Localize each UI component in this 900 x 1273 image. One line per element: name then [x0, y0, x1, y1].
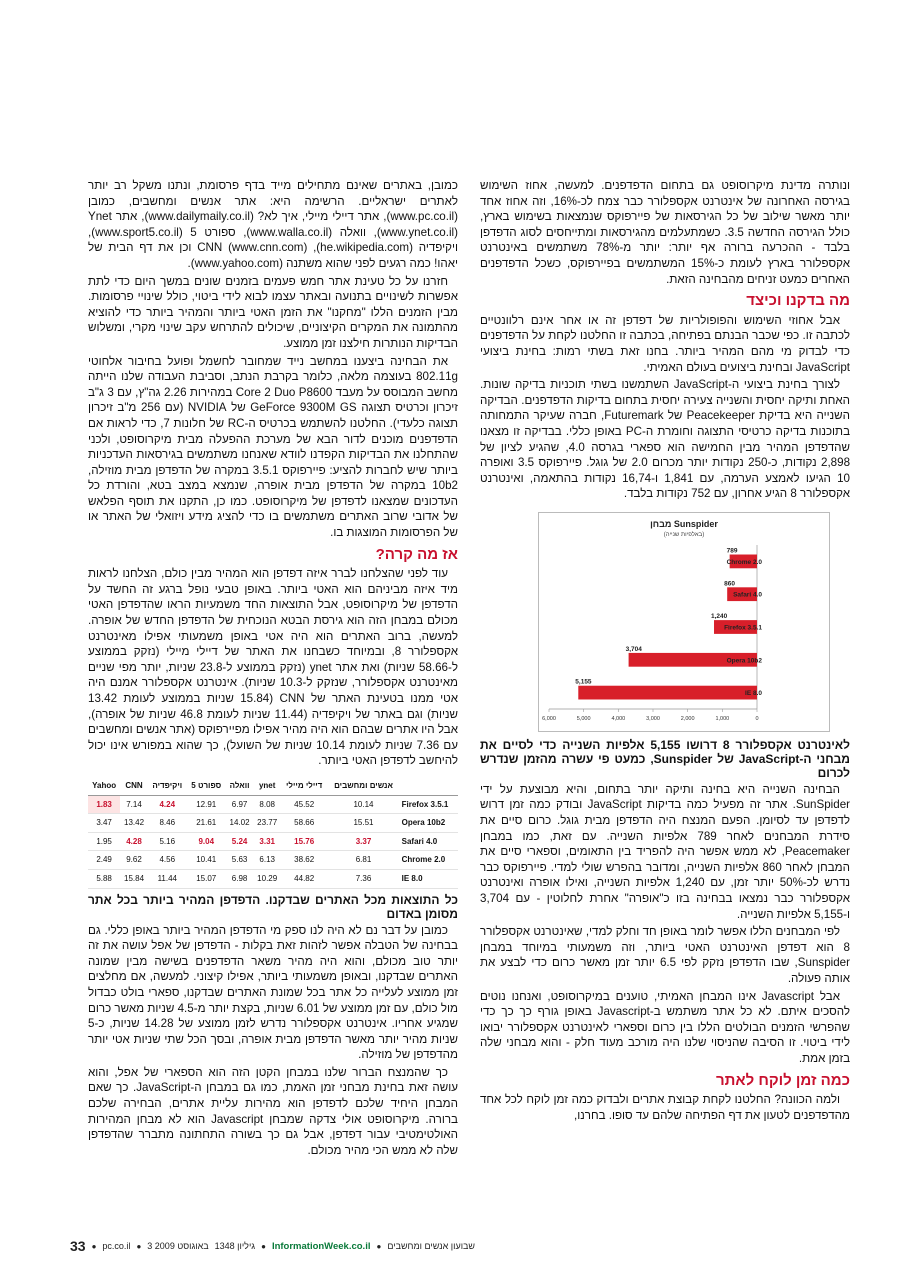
table-cell: 38.62	[281, 851, 327, 870]
table-cell: 15.84	[120, 869, 148, 888]
paragraph: את הבחינה ביצענו במחשב נייד שמחובר לחשמל ופועל בחיבור אלחוטי 802.11g בעוצמה מלאה, כלומר בקרבת הנתב, וסביבת העבודה שלנו הייתה מחשב המבוסס על מעבד Core 2 Duo P8600 במהירות 2.26 גה"ץ, עם 3 ג"ב זיכרון וכרטיס תצוגה GeForce 9300M GS של NVIDIA (עם 256 מ"ב זיכרון תצוגה כלעדי). החלטנו להשתמש בכרטיס ה-RC של חלונות 7, כדי לראות אם הדפדפנים מוכנים לדור הבא של מערכת ההפעלה מבית מיקרוסופט, ולכני שהתחלנו את הבדיקות הקפדנו לוודא שאנחנו משתמשים בגירסאות העדכניות ביותר שיש לחברות להציע: פיירפוקס 3.5.1 במקרה של הדפדפן מבית מוזילה, 10b2 במקרה של הדפדפן מבית אופרה, שנמצא במצב בטא, והורדת כל העדכונים שמצאנו לדפדפן של מיקרוסופט. כמו כן, התקנו את תוסף הפלאש של אדובי שרוב האתרים משתמשים בו כדי להציג מידע ויזואלי של האתר או של הפרסומות המוצגות בו.	[88, 354, 458, 540]
category-label: IE 8.0	[745, 689, 762, 697]
sunspider-chart-svg	[539, 513, 829, 731]
results-table	[88, 777, 458, 889]
table-cell: 6.13	[253, 851, 281, 870]
table-cell: 5.16	[148, 832, 187, 851]
category-label: Safari 4.0	[733, 591, 762, 599]
table-cell: 23.77	[253, 814, 281, 833]
x-tick-label: 1,000	[715, 715, 730, 722]
table-cell: 10.29	[253, 869, 281, 888]
section-heading: כמה זמן לוקח לאתר	[715, 1071, 850, 1089]
table-cell: 9.04	[187, 832, 226, 851]
sunspider-chart	[538, 512, 830, 732]
table-column-header: ספורט 5	[187, 777, 226, 795]
table-cell: 15.07	[187, 869, 226, 888]
paragraph: ונותרה מדינת מיקרוסופט גם בתחום הדפדפנים. למעשה, אחוז השימוש בגירסה האחרונה של אינטרנט אקספלורר כבר צמח לכ-16%, וזה אחוז אחד יותר מאשר שילוב של כל הגירסאות של פיירפוקס שנמצאות בשימוש בארץ, כולל הגירסה החדשה 3.5. כשמתעלמים מהגירסאות ומתייחסים לסוג הדפדפן בלבד - ההכרעה ברורה אף יותר: יותר מ-78% משתמשים באינטרנט אקספלורר בארץ לעומת כ-15% המשתמשים בפיירפוקס, כשכל הדפדפנים האחרים כמעט זניחים מהבחינה הזאת.	[480, 179, 850, 286]
table-cell: 1.83	[88, 795, 120, 814]
paragraph: עוד לפני שהצלחנו לברר איזה דפדפן הוא המהיר מבין כולם, הצלחנו לראות מיד איזה מביניהם הוא האטי ביותר. באופן טבעי נופל ברגע זה החשד על הדפדפן של מיקרוסופט, אבל התוצאות החד משמעיות הראו שהדפדפן האטי מכולם במבחן הזה הוא גירסת הבטא הנוכחית של הדפדפן החדש של אופרה. למעשה, ברוב האתרים הוא היה אטי באופן משמעותי אפילו מאינטרנט אקספלורר 8, ובמיוחד כשבחנו את האתר של דיילי מיילי (נזקק בממוצע ל-58.66 שניות) ואת אתר ynet (נזקק בממוצע ל-23.8 שניות, יותר מפי שניים מאינטרנט אקספלורר, שנזקק ל-10.3 שניות). אינטרנט אקספלורר אמנם היה אטי ממנו בטעינת האתר של CNN (15.84 שניות בממוצע לעומת 13.42 שניות) וגם באתר של ויקיפדיה (11.44 שניות לעומת 46.8 שניות של אופרה), אבל היו אתרים שבהם הוא היה מהיר אפילו מפיירפוקס (אתר אנשים ומחשבים עם 7.36 שניות לעומת 10.14 שניות של השועל), כך שהוא במפורש אינו יכול להיחשב לדפדפן האטי ביותר.	[88, 567, 458, 768]
table-cell: 8.46	[148, 814, 187, 833]
table-cell: 12.91	[187, 795, 226, 814]
footer-date: 3 באוגוסט 2009	[147, 1241, 209, 1251]
paragraph: כמובן על דבר נם לא היה לנו ספק מי הדפדפן המהיר ביותר באופן כללי. גם בבחינה של הטבלה אפשר לזהות זאת בקלות - הדפדפן של אפל עושה את זה יותר טוב מכולם, והוא היה מהיר משאר הדפדפנים בשישה מבין שמונה האתרים שבדקנו, ובאופן משמעותי ביותר, אפילו קיצוני. למעשה, אם מחלצים זמן ממוצע לעלייה כל אתר בכל שמונת האתרים שבדקנו, ספארי בולט כבדול מול כולם, עם זמן ממוצע של 6.01 שניות, בקצת יותר מ-4.5 שניות מאשר כרום שמגיע אחריו. אינטרנט אקספלורר נדרש לזמן ממוצע של 14.28 שניות, כ-5 שניות מהיר יותר מאשר הדפדפן מבית אופרה, ובסך הכל שתי שניות אטי יותר מהדפדפן של מוזילה.	[88, 923, 458, 1062]
article-column-right	[480, 178, 850, 1125]
table-column-header: ynet	[253, 777, 281, 795]
footer-publication: שבועון אנשים ומחשבים	[387, 1241, 475, 1251]
table-cell: 15.76	[281, 832, 327, 851]
data-label: 860	[724, 580, 736, 588]
article-column-left	[88, 178, 458, 1160]
bullet-icon: ●	[261, 1241, 266, 1251]
table-column-header: ויקיפדיה	[148, 777, 187, 795]
section-heading: מה בדקנו וכיצד	[746, 292, 850, 310]
paragraph: ולמה הכוונה? החלטנו לקחת קבוצת אתרים ולבדוק כמה זמן לוקח לכל אחד מהדפדפנים לטעון את דף הפתיחה שלהם עד סופו. בחרנו,	[480, 1093, 850, 1122]
bullet-icon: ●	[376, 1241, 382, 1251]
chart-bar	[578, 686, 757, 700]
data-label: 1,240	[711, 612, 728, 620]
table-row-browser: Safari 4.0	[400, 832, 458, 851]
x-tick-label: 0	[755, 715, 759, 722]
table-cell: 4.24	[148, 795, 187, 814]
category-label: Firefox 3.5.1	[724, 624, 762, 632]
table-cell: 15.51	[327, 814, 399, 833]
table-cell: 7.14	[120, 795, 148, 814]
table-column-header: CNN	[120, 777, 148, 795]
results-table-wrapper	[88, 777, 458, 889]
bullet-icon: ●	[136, 1241, 142, 1251]
table-cell: 45.52	[281, 795, 327, 814]
x-tick-label: 2,000	[680, 715, 695, 722]
table-cell: 3.31	[253, 832, 281, 851]
table-row	[88, 832, 458, 851]
table-row-browser: Chrome 2.0	[400, 851, 458, 870]
table-cell: 14.02	[226, 814, 254, 833]
data-label: 3,704	[625, 645, 642, 653]
footer-issue: גיליון 1348	[214, 1241, 256, 1251]
table-cell: 5.63	[226, 851, 254, 870]
table-column-header	[400, 777, 458, 795]
chart-title: Sunspider מבחן	[650, 518, 718, 529]
table-cell: 4.28	[120, 832, 148, 851]
x-tick-label: 4,000	[611, 715, 626, 722]
paragraph: לצורך בחינת ביצועי ה-JavaScript השתמשנו בשתי תוכניות בדיקה שונות. האחת ותיקה יחסית והשנייה צעירה יחסית בתחום בדיקות הדפדפנים. הבדיקה השנייה היא בדיקת Peacekeeper של Futuremark, חברה שעיקר התמחותה בתוכנות בדיקה כרטיסי התצוגה וחומרת ה-PC באופן כללי. בבדיקה זו מצאנו שהדפדפן המהיר מבין החמישה הוא ספארי בגרסה 4.0, שהגיע לציון של 2,898 נקודות, כ-250 נקודות יותר מכרום 2.0 של גוגל. פיירפוקס 3.5 ואופרה 10 הגיעו לאמצע הערמה, עם 1,841 ו-16,74 נקודות בהתאמה, ואינטרנט אקספלורר 8 הגיע אחרון, עם 752 נקודות בלבד.	[480, 378, 851, 501]
table-cell: 7.36	[327, 869, 399, 888]
data-label: 5,155	[575, 678, 592, 686]
paragraph: כמובן, באתרים שאינם מתחילים מייד בדף פרסומת, ונתנו משקל רב יותר לאתרים ישראליים. הרשימה היא: אתר אנשים ומחשבים, כמובן (www.pc.co.il), אתר דיילי מיילי, איך לא? (www.dailymaily.co.il), אתר Ynet (www.ynet.co.il), וואלה (www.walla.co.il), ספורט 5 (www.sport5.co.il), ויקיפדיה (he.wikipedia.com), CNN (www.cnn.com) וכן את דף הבית של יאהו! כמה רגעים לפני שהוא משתנה (www.yahoo.com).	[88, 179, 458, 270]
section-heading: אז מה קרה?	[375, 545, 458, 563]
table-cell: 21.61	[187, 814, 226, 833]
table-row-browser: Opera 10b2	[400, 814, 458, 833]
table-column-header: דיילי מיילי	[281, 777, 327, 795]
table-row	[88, 869, 458, 888]
table-column-header: אנשים ומחשבים	[327, 777, 399, 795]
table-cell: 5.88	[88, 869, 120, 888]
table-cell: 9.62	[120, 851, 148, 870]
table-column-header: Yahoo	[88, 777, 120, 795]
table-row	[88, 814, 458, 833]
table-cell: 58.66	[281, 814, 327, 833]
table-column-header: וואלה	[226, 777, 254, 795]
footer-site: pc.co.il	[102, 1241, 131, 1251]
table-cell: 3.37	[327, 832, 399, 851]
x-tick-label: 3,000	[646, 715, 660, 722]
table-row	[88, 851, 458, 870]
category-label: Opera 10b2	[726, 657, 762, 665]
footer-brand: InformationWeek.co.il	[271, 1240, 371, 1252]
table-cell: 3.47	[88, 814, 120, 833]
table-cell: 44.82	[281, 869, 327, 888]
table-row-browser: Firefox 3.5.1	[400, 795, 458, 814]
table-caption: כל התוצאות מכל האתרים שבדקנו. הדפדפן המהיר ביותר בכל אתר מסומן באדום	[88, 892, 458, 921]
paragraph: אבל Javascript אינו המבחן האמיתי, טוענים במיקרוסופט, ואנחנו נוטים להסכים איתם. לא כל אתר משתמש ב-Javascript באופן גורף כך כך כדי שהפרשי הזמנים הבולטים הללו בין כרום וספארי לאינטרנט אקספלורר יבואו לידי ביטוי. זו הסיבה שהניסוי שלנו היה מורכב מעוד חלק - והוא מבחני שלה בזמן אמת.	[480, 989, 850, 1065]
table-cell: 1.95	[88, 832, 120, 851]
category-label: Chrome 2.0	[726, 558, 762, 566]
table-cell: 10.14	[327, 795, 399, 814]
table-cell: 13.42	[120, 814, 148, 833]
table-row-browser: IE 8.0	[400, 869, 458, 888]
paragraph: אבל אחוזי השימוש והפופולריות של דפדפן זה או אחר אינם רלוונטיים לכתבה זו. כפי שכבר הבנתם בפתיחה, בכתבה זו החלטנו לקחת על הדפדפנים כדי לבדוק מי מהם המהיר ביותר. בחנו זאת בשתי רמות: בחינת ביצועי JavaScript ובחינת ביצועים בעולם האמיתי.	[480, 313, 850, 374]
paragraph: הבחינה השנייה היא בחינה ותיקה יותר בתחום, והיא מבוצעת על ידי SunSpider. אתר זה מפעיל כמה בדיקות JavaScript ובודק כמה זמן דרוש לדפדפן עד לסיומן. הפעם המנצח היה הדפדפן מבית גוגל. כרום סיים את סידרת המבחנים לאחר 789 אלפיות השנייה. עם זאת, כמו במבחן Peacemaker, לא ממש אפשר היה להפריד בין התאומים, וספארי סיים את המבחן לאחר 860 אלפיות השנייה, ומדובר בהפרש שולי למדי. פיירפוקס כבר נדרש לכ-50% יותר זמן, עם 1,240 אלפיות השנייה, ואילו אופרה ואינטרנט אקספלורר כבר נמצאו בבחינה בזו כ"אופרה" אחרת לחלוטין - עם 3,704 ו-5,155 אלפיות השנייה.	[480, 782, 851, 921]
chart-subtitle: (באלפיות שנייה)	[663, 531, 705, 538]
table-cell: 2.49	[88, 851, 120, 870]
page-number: 33	[70, 1238, 86, 1254]
table-cell: 8.08	[253, 795, 281, 814]
x-tick-label: 6,000	[542, 715, 556, 722]
table-cell: 10.41	[187, 851, 226, 870]
bullet-icon: ●	[91, 1241, 97, 1251]
x-tick-label: 5,000	[576, 715, 591, 722]
table-cell: 6.81	[327, 851, 399, 870]
chart-caption: לאינטרנט אקספלורר 8 דרושו 5,155 אלפיות השנייה כדי לסיים את מבחני ה-JavaScript של Sunspider, כמעט פי עשרה מהזמן שנדרש לכרום	[480, 737, 851, 780]
table-cell: 4.56	[148, 851, 187, 870]
paragraph: כך שהמנצח הברור שלנו במבחן הקטן הזה הוא הספארי של אפל, והוא עושה זאת בחינת מבחני זמן האמת, כמו גם במבחן ה-JavaScript. כך שאם המבחן היחיד שלכם לדפדפן הוא מהירות עליית אתרים, הבחירה שלכם ברורה. מיקרוסופט אולי צדקה שמבחן Javascript הוא לא מבחן המהירות האולטימטיבי עבור דפדפן, אבל גם כך בשורה התחתונה מתברר שהדפדפן שלה לא ממש הכי מהיר מכולם.	[88, 1065, 458, 1157]
paragraph: לפי המבחנים הללו אפשר לומר באופן חד וחלק למדי, שאינטרנט אקספלורר 8 הוא דפדפן האינטרנט האטי ביותר, וזה משמעותי במיוחד במבחן Sunspider, שבו הדפדפן נזקק לפי 6.5 יותר זמן מאשר כרום כדי לבצע את אותה פעולה.	[480, 925, 850, 985]
table-cell: 6.98	[226, 869, 254, 888]
table-cell: 6.97	[226, 795, 254, 814]
page-footer	[70, 1238, 860, 1254]
data-label: 789	[726, 547, 738, 555]
paragraph: חזרנו על כל טעינת אתר חמש פעמים בזמנים שונים במשך היום כדי לתת אפשרות לשינויים בתנועה ובאתר עצמו לבוא לידי ביטוי, כולל שינויי פרסומות. מבין הזמנים הללו "מחקנו" את הזמן האטי ביותר והמהיר ביותר כדי להוציא מהתמונה את המקרים הקיצוניים, שיכולים להתרחש עקב שינוי מקרי, ומשלוש הבדיקות הנותרות חילצנו זמן ממוצע.	[88, 274, 458, 350]
table-cell: 11.44	[148, 869, 187, 888]
table-cell: 5.24	[226, 832, 254, 851]
table-row	[88, 795, 458, 814]
table-header-row	[88, 777, 458, 795]
